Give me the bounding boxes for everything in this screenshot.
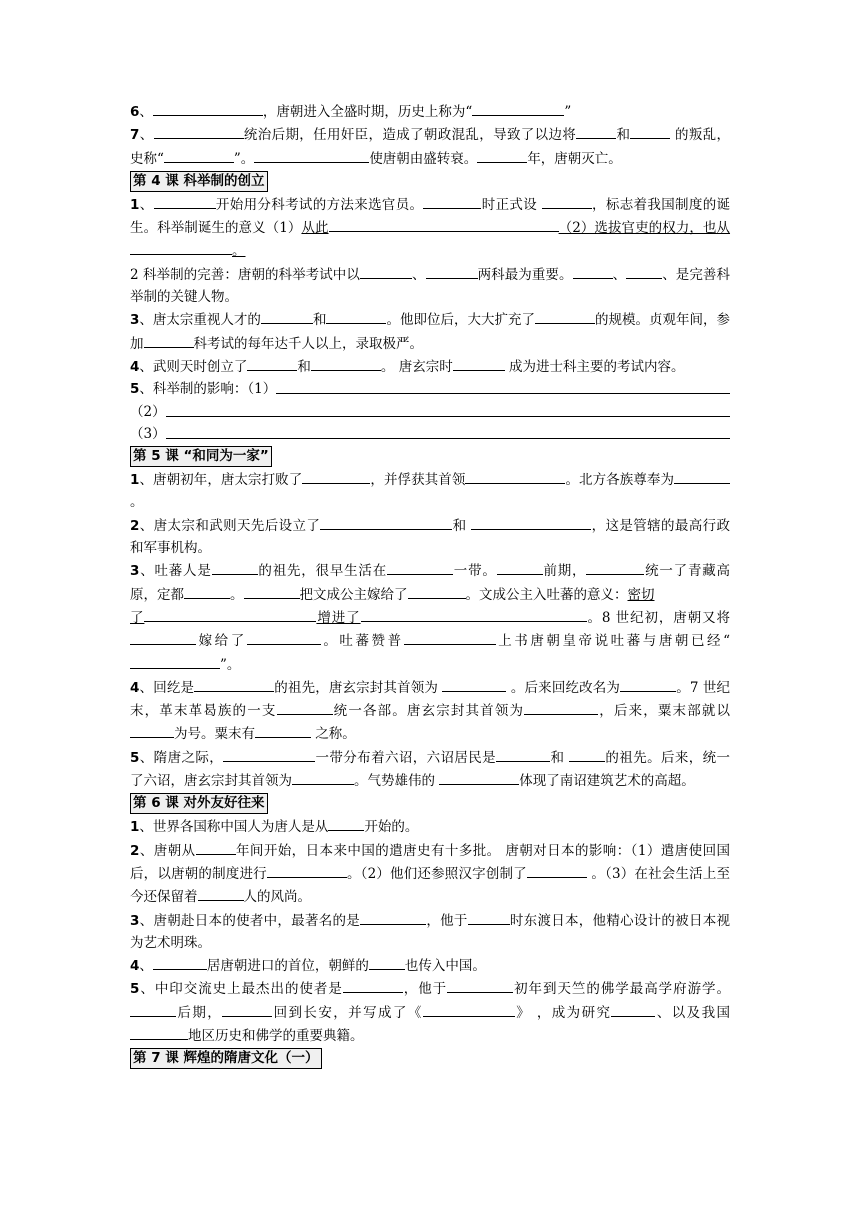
blank[interactable] <box>212 559 258 575</box>
blank[interactable] <box>477 147 527 163</box>
text: 和 <box>550 749 565 766</box>
text: 。 <box>130 494 144 511</box>
l6-item-4 <box>130 954 730 977</box>
item-6: 6、 ，唐朝进入全盛时期，历史上称为“ ” <box>130 100 730 123</box>
text: 科考试的每年达千人以上，录取极严。 <box>193 335 423 352</box>
blank[interactable] <box>360 909 426 925</box>
text: 的祖先，很早生活在 <box>257 563 387 580</box>
item-number: 1 <box>130 819 140 836</box>
l4-item-5-line-2 <box>130 401 730 423</box>
text: 。 <box>232 243 246 260</box>
answer-line[interactable] <box>166 401 730 417</box>
blank[interactable] <box>164 147 234 163</box>
blank[interactable] <box>130 653 220 669</box>
blank[interactable] <box>408 583 466 599</box>
text: 统一了青藏高原，定都 <box>130 563 731 603</box>
text: 的祖先，唐玄宗封其首领为 <box>274 679 439 696</box>
blank[interactable] <box>153 100 263 116</box>
blank[interactable] <box>130 239 232 255</box>
text: 之称。 <box>315 726 356 743</box>
text: 、唐朝初年，唐太宗打败了 <box>139 472 303 489</box>
blank[interactable] <box>527 862 587 878</box>
blank[interactable] <box>196 839 236 855</box>
blank[interactable] <box>130 1024 188 1040</box>
text: 、 <box>612 266 627 283</box>
blank[interactable] <box>439 769 519 785</box>
blank[interactable] <box>194 676 274 692</box>
text: 、唐太宗重视人才的 <box>139 312 261 329</box>
l5-item-5 <box>130 746 730 793</box>
text: ，并俘获其首领 <box>370 472 466 489</box>
text: 叛乱，史称“ <box>130 127 731 167</box>
text: 时正式设 <box>481 196 538 213</box>
l5-item-3 <box>130 559 730 675</box>
blank[interactable] <box>343 977 403 993</box>
text: 。7 世纪末，革末革曷族的一支 <box>130 679 731 720</box>
text: 2 科举制的完善：唐朝的科举考试中以 <box>130 266 360 283</box>
text: 的规模。贞观年间，参加 <box>130 312 731 352</box>
text: 地区历史和佛学的重要典籍。 <box>188 1027 364 1044</box>
item-number: 1 <box>130 472 140 489</box>
text: 。（2）他们还参照汉字创制了 <box>346 865 527 882</box>
text: 了 <box>130 609 145 626</box>
blank[interactable] <box>361 606 587 622</box>
text: 的 <box>674 127 689 144</box>
blank[interactable] <box>471 514 591 530</box>
text: 统一各部。唐玄宗封其首领为 <box>332 703 525 720</box>
text: 回到长安，并写成了《 <box>272 1004 423 1021</box>
blank[interactable] <box>223 746 315 762</box>
text: 把文成公主嫁给了 <box>299 586 408 603</box>
blank[interactable] <box>222 1001 272 1017</box>
blank[interactable] <box>465 468 565 484</box>
text: 开始用分科考试的方法来选官员。 <box>215 196 424 213</box>
blank[interactable] <box>277 699 333 715</box>
blank[interactable] <box>184 583 230 599</box>
text: 使唐朝由盛转衰。 <box>369 150 478 167</box>
l6-item-1 <box>130 815 730 838</box>
l6-item-2 <box>130 839 730 909</box>
text: 、是完善科举制的关键人物。 <box>130 266 730 306</box>
item-number: 3 <box>130 563 140 580</box>
blank[interactable] <box>423 193 481 209</box>
item-number: 7 <box>130 127 140 144</box>
text: 、中印交流史上最杰出的使者是 <box>139 981 343 998</box>
text: ” <box>564 104 572 120</box>
l6-item-3 <box>130 909 730 955</box>
text: 上书唐朝皇帝说吐蕃与唐朝已经“ <box>495 633 731 650</box>
text: 、 <box>411 266 426 283</box>
text: 居唐朝进口的首位，朝鲜的 <box>206 958 369 975</box>
blank[interactable] <box>496 746 550 762</box>
blank[interactable] <box>576 123 616 139</box>
blank[interactable] <box>497 559 543 575</box>
worksheet <box>130 100 730 1070</box>
text: 年，唐朝灭亡。 <box>527 150 622 167</box>
text: 、隋唐之际， <box>139 749 224 766</box>
blank[interactable] <box>329 216 559 232</box>
l4-item-5 <box>130 378 730 400</box>
text: 一带分布着六诏，六诏居民是 <box>315 749 497 766</box>
blank[interactable] <box>244 583 300 599</box>
text: 密切 <box>627 586 655 603</box>
text: 和 <box>452 517 467 534</box>
text: 、武则天时创立了 <box>139 358 248 375</box>
text: 人的风尚。 <box>243 889 311 906</box>
text: 一带。 <box>453 563 497 580</box>
text: 、唐朝从 <box>139 842 196 859</box>
text: 。北方各族尊奉为 <box>565 472 675 489</box>
text: 。后来回纥改名为 <box>510 679 621 696</box>
text: 、唐太宗和武则天先后设立了 <box>139 517 321 534</box>
blank[interactable] <box>360 263 412 279</box>
text: 成为进士科主要的考试内容。 <box>509 358 685 375</box>
text: 。 唐玄宗时 <box>380 358 453 375</box>
blank[interactable] <box>569 746 605 762</box>
text: ，唐朝进入全盛时期，历史上称为“ <box>262 104 473 120</box>
blank[interactable] <box>144 332 194 348</box>
l5-item-1 <box>130 468 730 514</box>
text: 。8 世纪初，唐朝又将 <box>586 609 731 626</box>
blank[interactable] <box>320 514 452 530</box>
text: ，他于 <box>402 981 448 998</box>
text: 统治后期，任用奸臣，造成了朝政混乱，导致了以边将 <box>243 127 577 144</box>
blank[interactable] <box>524 699 598 715</box>
blank[interactable] <box>611 1001 655 1017</box>
text: 》 ，成为研究 <box>514 1004 612 1021</box>
text: 、吐蕃人是 <box>139 563 212 580</box>
lesson-5-heading: 第 5 课 “和同为一家” <box>130 446 272 467</box>
text: ，后来，粟末部就以 <box>598 703 731 720</box>
blank[interactable] <box>630 123 670 139</box>
item-number: 4 <box>130 679 140 696</box>
blank[interactable] <box>198 885 244 901</box>
blank[interactable] <box>326 308 386 324</box>
blank[interactable] <box>247 355 297 371</box>
text: （2）选拔官吏的权力，也从 <box>558 220 731 237</box>
l4-item-1: 1、 开始用分科考试的方法来选官员。 时正式设 ，标志着我国制度的诞生。科举制诞生的意义（1）从此 （2）选拔官吏的权力，也从。 <box>130 193 730 263</box>
text: 。（3）在社会生活上至今还保留着 <box>130 865 731 906</box>
item-number: 5 <box>130 749 140 766</box>
blank[interactable] <box>442 676 506 692</box>
l4-item-4 <box>130 355 730 378</box>
text: 为号。粟末有 <box>174 726 255 743</box>
blank[interactable] <box>144 606 316 622</box>
text: （2） <box>130 403 166 420</box>
text: 和 <box>616 127 631 144</box>
blank[interactable] <box>453 355 505 371</box>
text: 、回纥是 <box>139 679 195 696</box>
item-number: 6 <box>130 104 140 120</box>
text: ”。 <box>233 150 255 167</box>
text: 。吐蕃赞普 <box>320 633 404 650</box>
item-number: 5 <box>130 981 140 998</box>
item-7: 7、 统治后期，任用奸臣，造成了朝政混乱，导致了以边将 和 的叛乱，史称“ ”。 使唐朝由盛转衰。 年，唐朝灭亡。 <box>130 123 730 170</box>
l4-item-3 <box>130 308 730 355</box>
l5-item-2 <box>130 514 730 560</box>
blank[interactable] <box>423 1001 515 1017</box>
blank[interactable] <box>535 308 595 324</box>
text: 前期， <box>542 563 587 580</box>
blank[interactable] <box>468 909 510 925</box>
item-number: 3 <box>130 912 140 929</box>
text: ”。 <box>220 656 241 673</box>
item-number: 4 <box>130 358 140 375</box>
blank[interactable] <box>472 100 564 116</box>
item-number: 2 <box>130 517 140 534</box>
blank[interactable] <box>404 629 496 645</box>
blank[interactable] <box>302 468 370 484</box>
blank[interactable] <box>247 629 321 645</box>
blank[interactable] <box>674 468 730 484</box>
answer-line[interactable] <box>276 378 730 394</box>
item-number: 3 <box>130 312 140 329</box>
blank[interactable] <box>387 559 453 575</box>
blank[interactable] <box>267 862 347 878</box>
item-number: 5 <box>130 381 140 398</box>
text: 的祖先。后来，统一了六诏，唐玄宗封其首领为 <box>130 749 731 790</box>
l4-item-2 <box>130 263 730 309</box>
lesson-4-heading: 第 4 课 科举制的创立 <box>130 171 268 192</box>
text: 。文成公主入吐蕃的意义： <box>465 586 628 603</box>
text: （3） <box>130 425 166 442</box>
answer-line[interactable] <box>166 423 730 439</box>
blank[interactable] <box>426 263 478 279</box>
text: 增进了 <box>316 609 361 626</box>
text: ，这是管辖的最高行政和军事机构。 <box>130 517 731 557</box>
text: 嫁给了 <box>196 633 247 650</box>
text: 、 <box>139 958 153 975</box>
text: 、唐朝赴日本的使者中，最著名的是 <box>139 912 361 929</box>
text: 也传入中国。 <box>404 958 486 975</box>
text: 后期， <box>176 1004 223 1021</box>
item-number: 1 <box>130 196 140 213</box>
lesson-7-heading: 第 7 课 辉煌的隋唐文化（一） <box>130 1048 322 1069</box>
text: 两科最为重要。 <box>477 266 573 283</box>
text: 从此 <box>301 220 329 237</box>
blank[interactable] <box>573 263 613 279</box>
text: 和 <box>297 358 311 375</box>
blank[interactable] <box>255 722 311 738</box>
item-number: 4 <box>130 958 140 975</box>
blank[interactable] <box>130 629 196 645</box>
lesson-6-heading: 第 6 课 对外友好往来 <box>130 793 268 814</box>
item-number: 2 <box>130 842 140 859</box>
text: ，标志着我国制度的诞生。科举制诞生的意义（1） <box>130 196 731 237</box>
blank[interactable] <box>154 193 216 209</box>
blank[interactable] <box>311 355 381 371</box>
blank[interactable] <box>586 559 644 575</box>
blank[interactable] <box>328 815 364 831</box>
text: 。气势雄伟的 <box>354 773 435 790</box>
blank[interactable] <box>130 722 174 738</box>
text: ，他于 <box>426 912 468 929</box>
blank[interactable] <box>154 123 244 139</box>
text: 初年到天竺的佛学最高学府游学。 <box>513 981 731 998</box>
text: 、世界各国称中国人为唐人是从 <box>139 819 329 836</box>
text: 、科举制的影响：（1） <box>139 381 277 398</box>
blank[interactable] <box>292 769 354 785</box>
text: 。他即位后，大大扩充了 <box>386 312 535 329</box>
blank[interactable] <box>447 977 513 993</box>
text: 体现了南诏建筑艺术的高超。 <box>519 773 695 790</box>
blank[interactable] <box>620 676 676 692</box>
text: 年间开始，日本来中国的遣唐史有十多批。 唐朝对日本的影响：（1）遣唐使回国后，以唐朝的制度进行 <box>130 842 730 882</box>
blank[interactable] <box>542 193 592 209</box>
blank[interactable] <box>626 263 662 279</box>
blank[interactable] <box>254 147 369 163</box>
l5-item-4 <box>130 676 730 746</box>
text: 、以及我国 <box>655 1004 731 1021</box>
text: 。 <box>230 586 244 603</box>
l4-item-5-line-3 <box>130 423 730 445</box>
blank[interactable] <box>153 954 207 970</box>
blank[interactable] <box>130 1001 176 1017</box>
text: 时东渡日本，他精心设计的被日本视为艺术明珠。 <box>130 912 731 951</box>
l6-item-5 <box>130 977 730 1047</box>
blank[interactable] <box>261 308 313 324</box>
text: 开始的。 <box>364 819 419 836</box>
blank[interactable] <box>369 954 405 970</box>
text: 和 <box>312 312 327 329</box>
